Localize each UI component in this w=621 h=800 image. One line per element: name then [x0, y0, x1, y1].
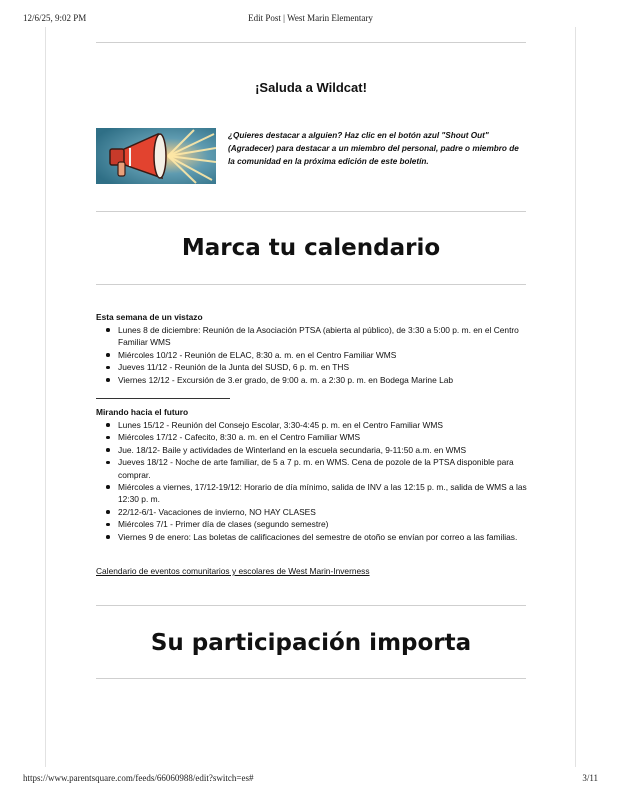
list-item: Viernes 12/12 - Excursión de 3.er grado, de 9:00 a. m. a 2:30 p. m. en Bodega Marine Lab — [118, 374, 548, 386]
section-separator — [96, 398, 230, 399]
list-item: Viernes 9 de enero: Las boletas de calificaciones del semestre de otoño se envían por correo a las familias. — [118, 531, 548, 543]
list-item: Miércoles 10/12 - Reunión de ELAC, 8:30 a. m. en el Centro Familiar WMS — [118, 349, 548, 361]
future-list — [96, 419, 548, 543]
list-item: Lunes 15/12 - Reunión del Consejo Escolar, 3:30-4:45 p. m. en el Centro Familiar WMS — [118, 419, 548, 431]
participation-heading: Su participación importa — [150, 630, 472, 656]
calendar-link[interactable]: Calendario de eventos comunitarios y escolares de West Marin-Inverness — [96, 566, 370, 576]
right-border-line — [575, 27, 576, 767]
divider — [96, 678, 526, 679]
list-item: Miércoles a viernes, 17/12-19/12: Horario de día mínimo, salida de INV a las 12:15 p. m., salida de WMS a las 12:30 p. m. — [118, 481, 548, 506]
print-datetime: 12/6/25, 9:02 PM — [23, 13, 87, 23]
megaphone-banner-image — [96, 128, 216, 184]
this-week-list — [96, 324, 548, 386]
list-item: Miércoles 17/12 - Cafecito, 8:30 a. m. en el Centro Familiar WMS — [118, 431, 548, 443]
shoutout-title: ¡Saluda a Wildcat! — [255, 80, 367, 95]
print-url: https://www.parentsquare.com/feeds/66060988/edit?switch=es# — [23, 773, 254, 783]
list-item: Jue. 18/12- Baile y actividades de Winterland en la escuela secundaria, 9-11:50 a.m. en WMS — [118, 444, 548, 456]
left-border-line — [45, 27, 46, 767]
print-page-number: 3/11 — [582, 773, 598, 783]
divider — [96, 211, 526, 212]
future-title: Mirando hacia el futuro — [96, 407, 189, 417]
megaphone-icon — [96, 128, 216, 184]
list-item: Jueves 11/12 - Reunión de la Junta del SUSD, 6 p. m. en THS — [118, 361, 548, 373]
list-item: Miércoles 7/1 - Primer día de clases (segundo semestre) — [118, 518, 548, 530]
print-page-title: Edit Post | West Marin Elementary — [248, 13, 373, 23]
calendar-heading: Marca tu calendario — [181, 235, 441, 261]
divider — [96, 605, 526, 606]
list-item: Lunes 8 de diciembre: Reunión de la Asociación PTSA (abierta al público), de 3:30 a 5:00 p. m. en el Centro Familiar WMS — [118, 324, 548, 349]
shoutout-text: ¿Quieres destacar a alguien? Haz clic en el botón azul "Shout Out" (Agradecer) para destacar a un miembro del personal, padre o miembro de la comunidad en la próxima edición de este boletín. — [228, 131, 519, 166]
this-week-title: Esta semana de un vistazo — [96, 312, 203, 322]
list-item: 22/12-6/1- Vacaciones de invierno, NO HAY CLASES — [118, 506, 548, 518]
divider — [96, 42, 526, 43]
list-item: Jueves 18/12 - Noche de arte familiar, de 5 a 7 p. m. en WMS. Cena de pozole de la PTSA disponible para comprar. — [118, 456, 548, 481]
divider — [96, 284, 526, 285]
